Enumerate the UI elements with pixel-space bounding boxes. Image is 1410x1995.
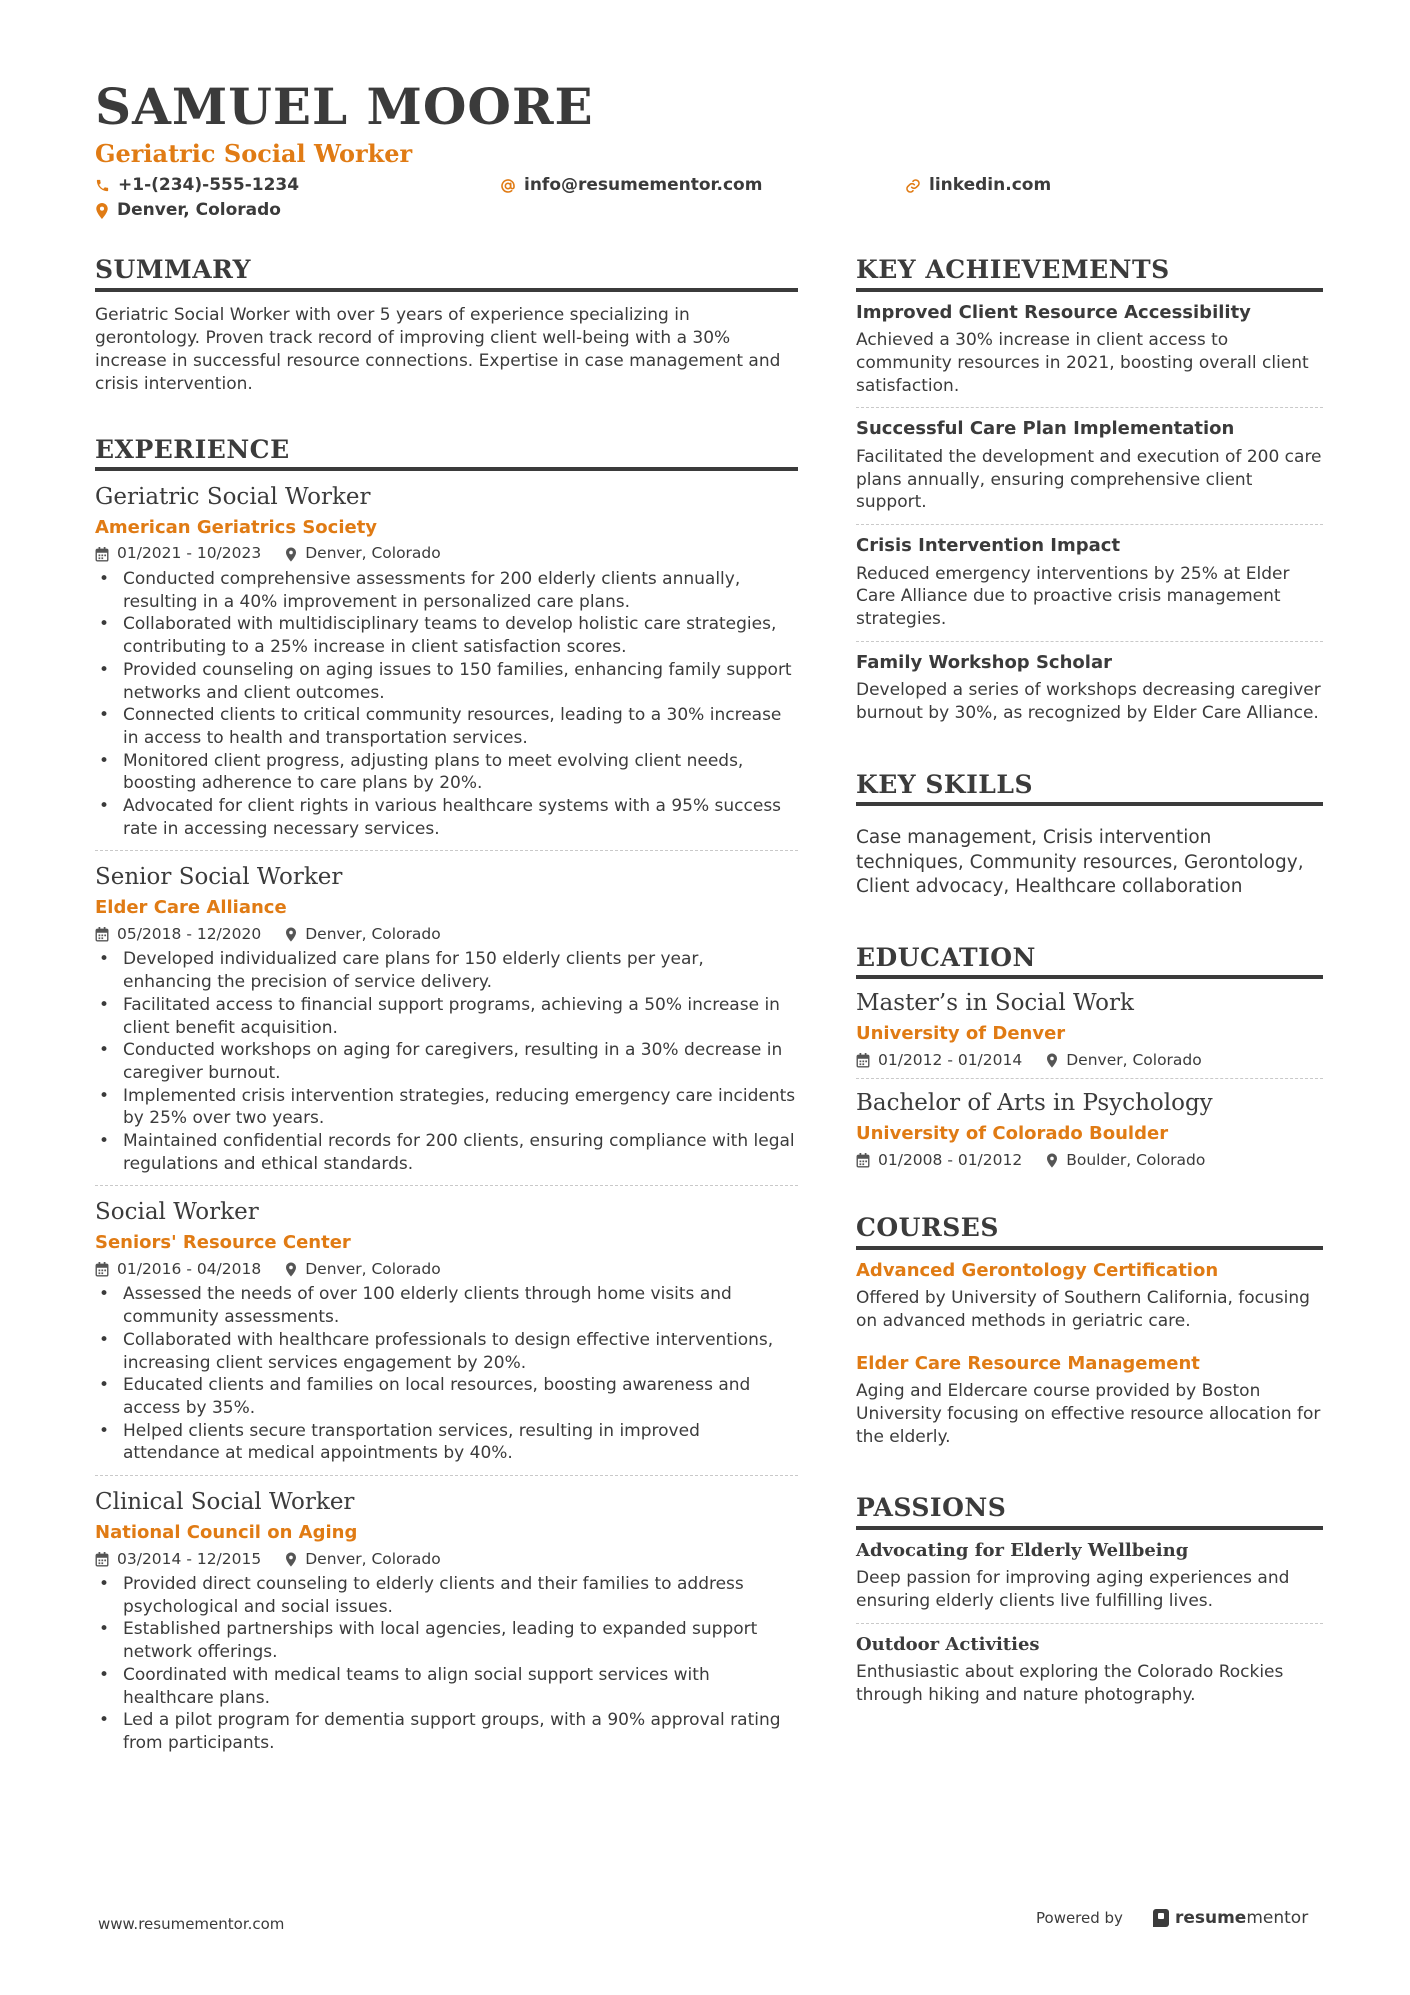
education-item — [856, 979, 1323, 1079]
job-bullet: • Connected clients to critical community resources, leading to a 30% increase in access to health and transportation services. — [95, 704, 798, 749]
job-title: Clinical Social Worker — [95, 1489, 355, 1516]
education-heading: EDUCATION — [856, 944, 1323, 980]
date-text: 01/2012 - 01/2014 — [878, 1050, 1023, 1069]
date-range — [95, 546, 261, 562]
education-list — [856, 979, 1323, 1178]
job-bullet: • Led a pilot program for dementia support groups, with a 90% approval rating from participants. — [95, 1709, 798, 1754]
calendar-icon — [95, 1552, 109, 1567]
education-item — [856, 1079, 1323, 1178]
job-bullet: • Facilitated access to financial support programs, achieving a 50% increase in client benefit acquisition. — [95, 994, 798, 1039]
date-text: 05/2018 - 12/2020 — [117, 924, 262, 943]
location-pin-icon — [285, 1262, 297, 1277]
job-company: Elder Care Alliance — [95, 897, 287, 919]
calendar-icon — [95, 1262, 109, 1277]
passion-title: Outdoor Activities — [856, 1633, 1040, 1655]
passions-section — [856, 1494, 1323, 1717]
passion-item — [856, 1624, 1323, 1717]
passions-heading: PASSIONS — [856, 1494, 1323, 1530]
experience-heading: EXPERIENCE — [95, 436, 798, 472]
job-bullet: • Helped clients secure transportation services, resulting in improved attendance at medical appointments by 40%. — [95, 1420, 798, 1465]
location-pin-icon — [95, 203, 109, 219]
footer-powered — [1036, 1908, 1308, 1928]
meta-location — [285, 546, 441, 562]
course-desc: Aging and Eldercare course provided by Boston University focusing on effective resource allocation for the elderly. — [856, 1381, 1321, 1447]
footer-website[interactable]: www.resumementor.com — [98, 1915, 285, 1933]
course-title: Elder Care Resource Management — [856, 1352, 1200, 1374]
location-text: Denver, Colorado — [1066, 1050, 1202, 1069]
passion-desc: Enthusiastic about exploring the Colorado Rockies through hiking and nature photography. — [856, 1662, 1284, 1706]
brand-logo-icon — [1153, 1909, 1169, 1927]
job-bullet: • Conducted comprehensive assessments for 200 elderly clients annually, resulting in a 40% improvement in personalized care plans. — [95, 568, 798, 613]
education-section — [856, 944, 1323, 1178]
brand-name-b: mentor — [1246, 1908, 1309, 1928]
course-item — [856, 1250, 1323, 1343]
calendar-icon — [856, 1053, 870, 1068]
candidate-title: Geriatric Social Worker — [95, 139, 413, 168]
courses-list — [856, 1250, 1323, 1459]
achievement-item — [856, 292, 1323, 409]
achievement-desc: Facilitated the development and execution of 200 care plans annually, ensuring comprehensive client support. — [856, 446, 1322, 513]
skills-heading: KEY SKILLS — [856, 771, 1323, 807]
courses-section — [856, 1214, 1323, 1458]
degree-title: Bachelor of Arts in Psychology — [856, 1090, 1213, 1117]
meta-location — [1046, 1150, 1206, 1169]
contact-phone — [95, 177, 299, 194]
job-bullet: • Implemented crisis intervention strategies, reducing emergency care incidents by 25% over two years. — [95, 1085, 798, 1130]
job-bullet: • Assessed the needs of over 100 elderly clients through home visits and community assessments. — [95, 1283, 798, 1328]
achievement-title: Crisis Intervention Impact — [856, 534, 1121, 556]
skills-text: Case management, Crisis intervention techniques, Community resources, Gerontology, Client advocacy, Healthcare collaboration — [856, 827, 1304, 898]
summary-section — [95, 256, 798, 396]
location-pin-icon — [285, 547, 297, 562]
left-column — [95, 256, 798, 1801]
location-text: Denver, Colorado — [305, 1549, 441, 1568]
location-text: Boulder, Colorado — [1066, 1150, 1206, 1169]
location-text: Denver, Colorado — [305, 1259, 441, 1278]
linkedin-text[interactable]: linkedin.com — [929, 175, 1052, 195]
job-bullets — [95, 568, 798, 840]
skills-section — [856, 771, 1323, 900]
job-entry — [95, 1488, 798, 1765]
achievement-item — [856, 525, 1323, 642]
brand-name-a: resume — [1174, 1908, 1247, 1928]
phone-icon — [95, 178, 110, 193]
job-bullet: • Collaborated with multidisciplinary teams to develop holistic care strategies, contributing to a 25% increase in client satisfaction scores. — [95, 613, 798, 658]
course-desc: Offered by University of Southern California, focusing on advanced methods in geriatric care. — [856, 1288, 1310, 1331]
job-bullet: • Monitored client progress, adjusting plans to meet evolving client needs, boosting adherence to care plans by 20%. — [95, 750, 798, 795]
achievements-section — [856, 256, 1323, 735]
meta-row — [95, 1549, 798, 1568]
passions-list — [856, 1530, 1323, 1717]
job-bullet: • Advocated for client rights in various healthcare systems with a 95% success rate in accessing necessary services. — [95, 795, 798, 840]
job-bullet: • Maintained confidential records for 200 clients, ensuring compliance with legal regulations and ethical standards. — [95, 1130, 798, 1175]
achievement-title: Improved Client Resource Accessibility — [856, 301, 1251, 323]
achievement-desc: Achieved a 30% increase in client access to community resources in 2021, boosting overall client satisfaction. — [856, 330, 1309, 396]
summary-text: Geriatric Social Worker with over 5 years of experience specializing in gerontology. Proven track record of improving client well-being with a 30% increase in successful resource connections. Expertise in case management and crisis intervention. — [95, 304, 781, 394]
meta-row — [95, 924, 798, 943]
job-bullet: • Conducted workshops on aging for caregivers, resulting in a 30% decrease in caregiver burnout. — [95, 1039, 798, 1084]
job-title: Social Worker — [95, 1199, 259, 1226]
school-name: University of Colorado Boulder — [856, 1122, 1169, 1144]
location-text: Denver, Colorado — [305, 924, 441, 943]
phone-text: +1-(234)-555-1234 — [118, 175, 300, 195]
date-range — [95, 924, 262, 943]
courses-heading: COURSES — [856, 1214, 1323, 1250]
experience-section — [95, 436, 798, 1765]
job-entry — [95, 863, 798, 1186]
date-text: 01/2016 - 04/2018 — [117, 1259, 262, 1278]
summary-heading: SUMMARY — [95, 256, 798, 292]
calendar-icon — [95, 547, 109, 562]
meta-location — [285, 1259, 441, 1278]
job-bullet: • Established partnerships with local agencies, leading to expanded support network offerings. — [95, 1618, 798, 1663]
passion-desc: Deep passion for improving aging experiences and ensuring elderly clients live fulfilling lives. — [856, 1568, 1290, 1612]
achievements-list — [856, 292, 1323, 735]
calendar-icon — [856, 1153, 870, 1168]
passion-item — [856, 1530, 1323, 1624]
experience-list — [95, 483, 798, 1765]
job-bullet: • Educated clients and families on local resources, boosting awareness and access by 35%. — [95, 1374, 798, 1419]
brand-logo[interactable] — [1153, 1908, 1308, 1928]
degree-title: Master’s in Social Work — [856, 990, 1134, 1017]
location-text: Denver, Colorado — [117, 200, 281, 220]
date-range — [856, 1150, 1023, 1169]
job-entry — [95, 483, 798, 851]
contact-email[interactable] — [500, 177, 762, 194]
right-column — [856, 256, 1323, 1753]
achievement-desc: Reduced emergency interventions by 25% at Elder Care Alliance due to proactive crisis management strategies. — [856, 563, 1290, 629]
meta-row — [95, 1259, 798, 1278]
job-bullet: • Collaborated with healthcare professionals to design effective interventions, increasing client services engagement by 20%. — [95, 1329, 798, 1374]
location-pin-icon — [1046, 1053, 1058, 1068]
job-company: National Council on Aging — [95, 1521, 358, 1543]
powered-by-label: Powered by — [1036, 1909, 1123, 1927]
job-entry — [95, 1198, 798, 1476]
job-company: Seniors' Resource Center — [95, 1232, 351, 1254]
job-bullet: • Coordinated with medical teams to align social support services with healthcare plans. — [95, 1664, 798, 1709]
job-bullets — [95, 1573, 798, 1755]
email-text[interactable]: info@resumementor.com — [524, 175, 763, 195]
job-company: American Geriatrics Society — [95, 516, 378, 538]
location-pin-icon — [1046, 1153, 1058, 1168]
meta-location — [285, 924, 441, 943]
job-title: Senior Social Worker — [95, 864, 343, 891]
meta-location — [1046, 1050, 1202, 1069]
job-bullet: • Provided direct counseling to elderly clients and their families to address psychological and social issues. — [95, 1573, 798, 1618]
job-bullets — [95, 948, 798, 1175]
date-range — [95, 1259, 262, 1278]
meta-row — [856, 1150, 1323, 1169]
location-pin-icon — [285, 927, 297, 942]
course-item — [856, 1343, 1323, 1459]
achievement-desc: Developed a series of workshops decreasing caregiver burnout by 30%, as recognized by Elder Care Alliance. — [856, 680, 1321, 723]
candidate-name: SAMUEL MOORE — [95, 77, 594, 136]
date-range — [856, 1050, 1023, 1069]
contact-linkedin[interactable] — [905, 177, 1051, 194]
passion-title: Advocating for Elderly Wellbeing — [856, 1539, 1189, 1561]
calendar-icon — [95, 927, 109, 942]
location-pin-icon — [285, 1552, 297, 1567]
course-title: Advanced Gerontology Certification — [856, 1259, 1219, 1281]
location-text: Denver, Colorado — [305, 544, 441, 563]
job-bullets — [95, 1283, 798, 1465]
at-icon — [500, 178, 516, 194]
school-name: University of Denver — [856, 1023, 1066, 1044]
achievements-heading: KEY ACHIEVEMENTS — [856, 256, 1323, 292]
date-range — [95, 1549, 262, 1568]
link-icon — [905, 178, 921, 194]
date-text: 01/2008 - 01/2012 — [878, 1150, 1023, 1169]
job-bullet: • Developed individualized care plans for 150 elderly clients per year, enhancing the precision of service delivery. — [95, 948, 798, 993]
achievement-item — [856, 642, 1323, 735]
meta-location — [285, 1549, 441, 1568]
date-text: 03/2014 - 12/2015 — [117, 1549, 262, 1568]
achievement-title: Successful Care Plan Implementation — [856, 418, 1235, 440]
date-text: 01/2021 - 10/2023 — [117, 544, 262, 563]
job-bullet: • Provided counseling on aging issues to 150 families, enhancing family support networks and client outcomes. — [95, 659, 798, 704]
meta-row — [95, 546, 798, 562]
job-title: Geriatric Social Worker — [95, 484, 371, 510]
contact-location — [95, 202, 281, 219]
meta-row — [856, 1050, 1323, 1069]
achievement-title: Family Workshop Scholar — [856, 651, 1112, 673]
achievement-item — [856, 408, 1323, 525]
